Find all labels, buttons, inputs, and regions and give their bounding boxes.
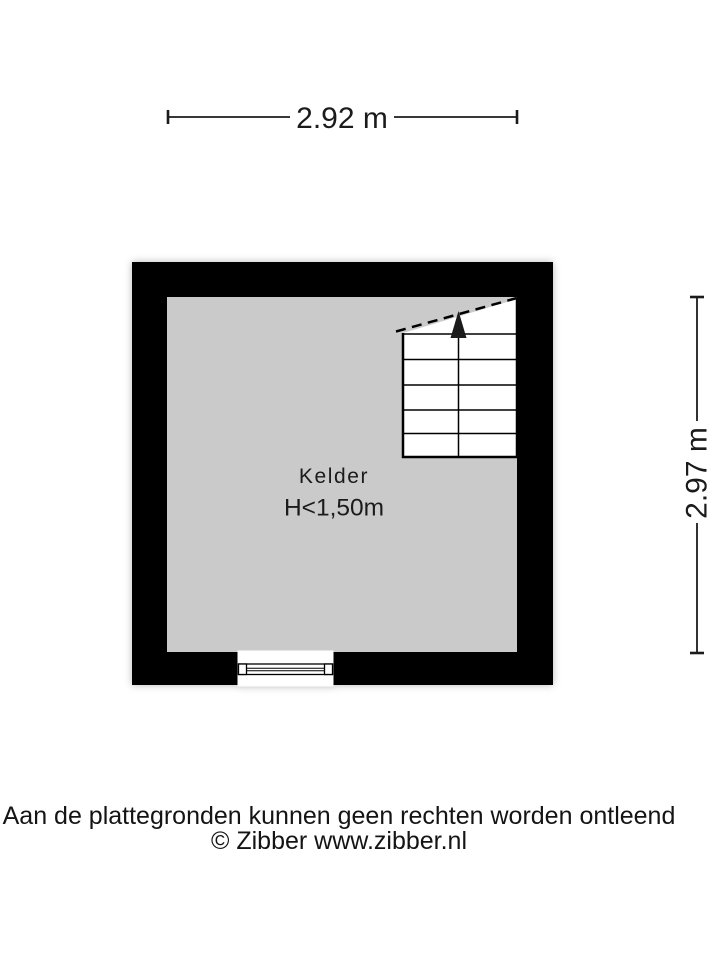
height-dimension bbox=[681, 297, 714, 653]
room-height-label: H<1,50m bbox=[283, 494, 385, 522]
width-dimension-label: 2.92 m bbox=[296, 102, 388, 135]
window-frame bbox=[239, 664, 333, 675]
footer-copyright: © Zibber www.zibber.nl bbox=[210, 827, 468, 855]
window-jamb-right bbox=[325, 664, 333, 675]
height-dimension-label: 2.97 m bbox=[680, 427, 714, 519]
width-dimension bbox=[168, 102, 517, 135]
cellar-window bbox=[238, 651, 334, 687]
window-jamb-left bbox=[239, 664, 247, 675]
room-name-label: Kelder bbox=[298, 465, 370, 488]
footer-disclaimer: Aan de plattegronden kunnen geen rechten worden ontleend bbox=[2, 802, 676, 830]
